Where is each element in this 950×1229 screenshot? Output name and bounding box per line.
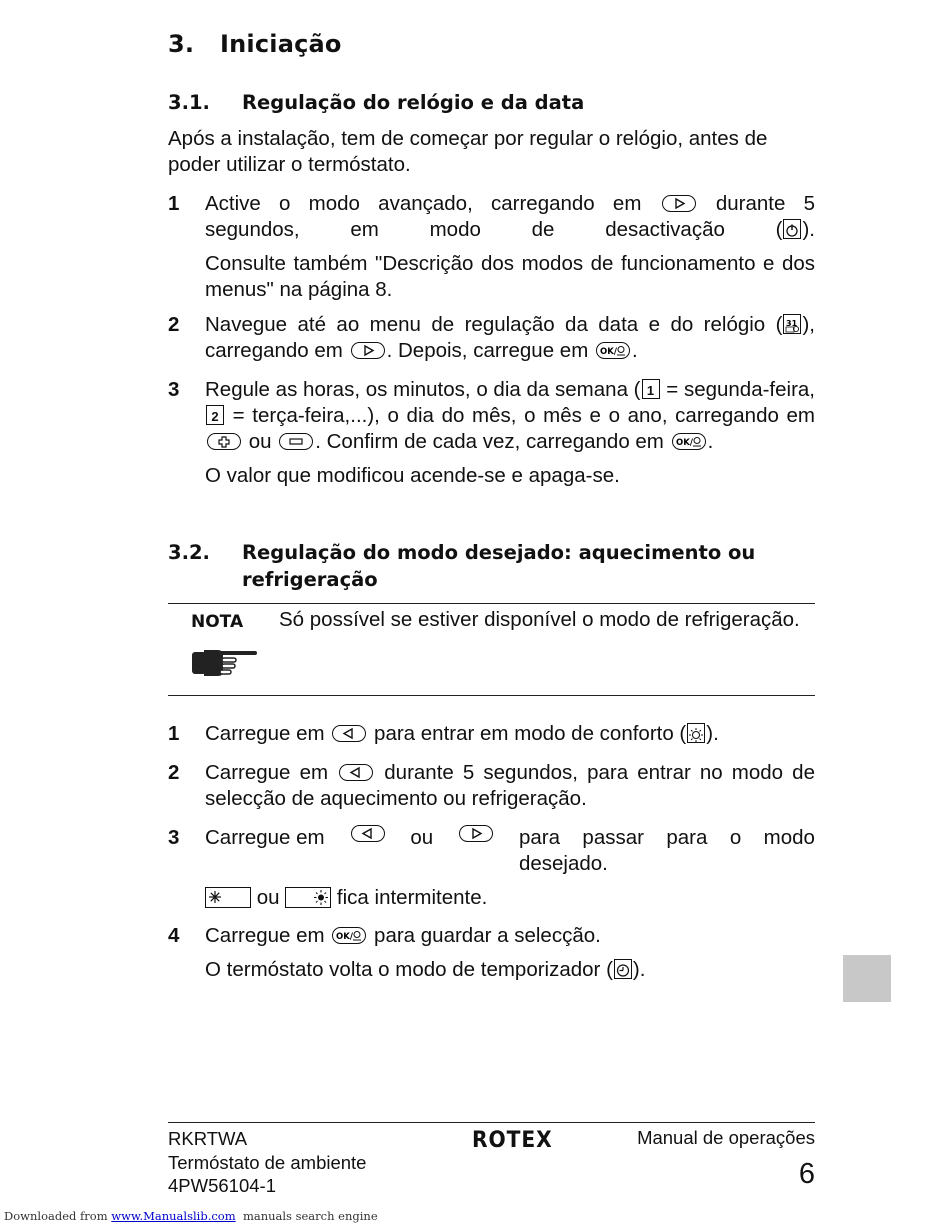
calendar-clock-icon <box>783 314 801 334</box>
note-box <box>168 603 815 696</box>
left-arrow-key-icon <box>332 725 366 742</box>
sun-icon <box>687 723 705 743</box>
section-heading-3-2 <box>168 539 802 593</box>
right-arrow-key-icon <box>459 825 493 842</box>
step-number: 3 <box>168 378 180 401</box>
step-number: 2 <box>168 313 180 336</box>
note-label: NOTA <box>191 612 244 632</box>
chapter-heading <box>168 30 342 58</box>
step-note: O valor que modificou acende-se e apaga-se. <box>205 464 620 487</box>
section-heading-3-1 <box>168 89 802 116</box>
timer-clock-icon <box>614 959 632 979</box>
right-arrow-key-icon <box>662 195 696 212</box>
footer-product: Termóstato de ambiente <box>168 1151 367 1173</box>
left-arrow-key-icon <box>339 764 373 781</box>
section-title: Regulação do modo desejado: aquecimento ou refrigeração <box>242 541 756 591</box>
step-1-3: 3 Regule as horas, os minutos, o dia da semana ( 1 = segunda-feira, 2 = terça-feira,...), o dia do mês, o mês e o ano, carregando em ou . Confirm de cada vez, carregando em OK/ . O valor que modificou acende-se e apaga-se. <box>168 378 815 487</box>
step-2-4: 4 Carregue em OK/ para guardar a selecção. O termóstato volta o modo de temporizador ( ). <box>168 924 646 981</box>
minus-key-icon <box>279 433 313 450</box>
ok-key-icon <box>596 342 630 359</box>
sun-heating-icon <box>285 887 331 908</box>
pointing-hand-icon <box>192 642 258 678</box>
section-intro: Após a instalação, tem de começar por regular o relógio, antes de poder utilizar o termóstato. <box>168 127 768 176</box>
chapter-number: 3. <box>168 30 195 58</box>
step-1-1: 1 Active o modo avançado, carregando em durante 5 segundos, em modo de desactivação ( ). Consulte também "Descrição dos modos de funcionamento e dos menus" na página 8. <box>168 192 816 301</box>
brand-logo: ROTEX <box>472 1128 553 1153</box>
section-title: Regulação do relógio e da data <box>242 91 585 114</box>
ok-key-icon <box>332 927 366 944</box>
footer-divider <box>168 1122 815 1123</box>
section-number: 3.2. <box>168 541 210 564</box>
section-number: 3.1. <box>168 91 210 114</box>
step-1-2: 2 Navegue até ao menu de regulação da data e do relógio ( 31 ), carregando em . Depois, carregue em OK/ . <box>168 313 815 362</box>
ok-key-icon <box>672 433 706 450</box>
footer-left <box>168 1127 366 1198</box>
step-note: Consulte também "Descrição dos modos de funcionamento e dos menus" na página 8. <box>205 252 815 301</box>
download-credit: Downloaded from www.Manualslib.com manuals search engine <box>4 1209 378 1223</box>
svg-text:OK/: OK/ <box>599 347 617 357</box>
footer-code: 4PW56104-1 <box>168 1175 276 1196</box>
snowflake-cooling-icon <box>205 887 251 908</box>
note-text: Só possível se estiver disponível o modo de refrigeração. <box>279 608 800 631</box>
right-arrow-key-icon <box>351 342 385 359</box>
step-number: 1 <box>168 192 180 215</box>
step-number: 3 <box>168 826 180 849</box>
step-2-2: 2 Carregue em durante 5 segundos, para entrar no modo de selecção de aquecimento ou refrigeração. <box>168 761 815 810</box>
day-1-icon: 1 <box>642 379 660 399</box>
chapter-title: Iniciação <box>220 30 342 58</box>
page-number: 6 <box>798 1158 815 1190</box>
footer-manual-title: Manual de operações <box>637 1127 815 1148</box>
plus-key-icon <box>207 433 241 450</box>
step-2-1: 1 Carregue em para entrar em modo de conforto ( ). <box>168 722 719 745</box>
section-thumb-tab <box>843 955 891 1002</box>
left-arrow-key-icon <box>351 825 385 842</box>
step-number: 2 <box>168 761 180 784</box>
step-2-3: 3 Carregue em ou para passar para o modo desejado. ou fica intermitente. <box>168 826 815 909</box>
step-number: 4 <box>168 924 180 947</box>
svg-text:OK/: OK/ <box>336 932 354 942</box>
svg-text:31: 31 <box>786 319 798 328</box>
power-icon <box>783 219 801 239</box>
manualslib-link[interactable]: www.Manualslib.com <box>111 1209 236 1223</box>
svg-text:OK/: OK/ <box>675 438 693 448</box>
step-number: 1 <box>168 722 180 745</box>
day-2-icon: 2 <box>206 405 224 425</box>
footer-model: RKRTWA <box>168 1128 248 1149</box>
